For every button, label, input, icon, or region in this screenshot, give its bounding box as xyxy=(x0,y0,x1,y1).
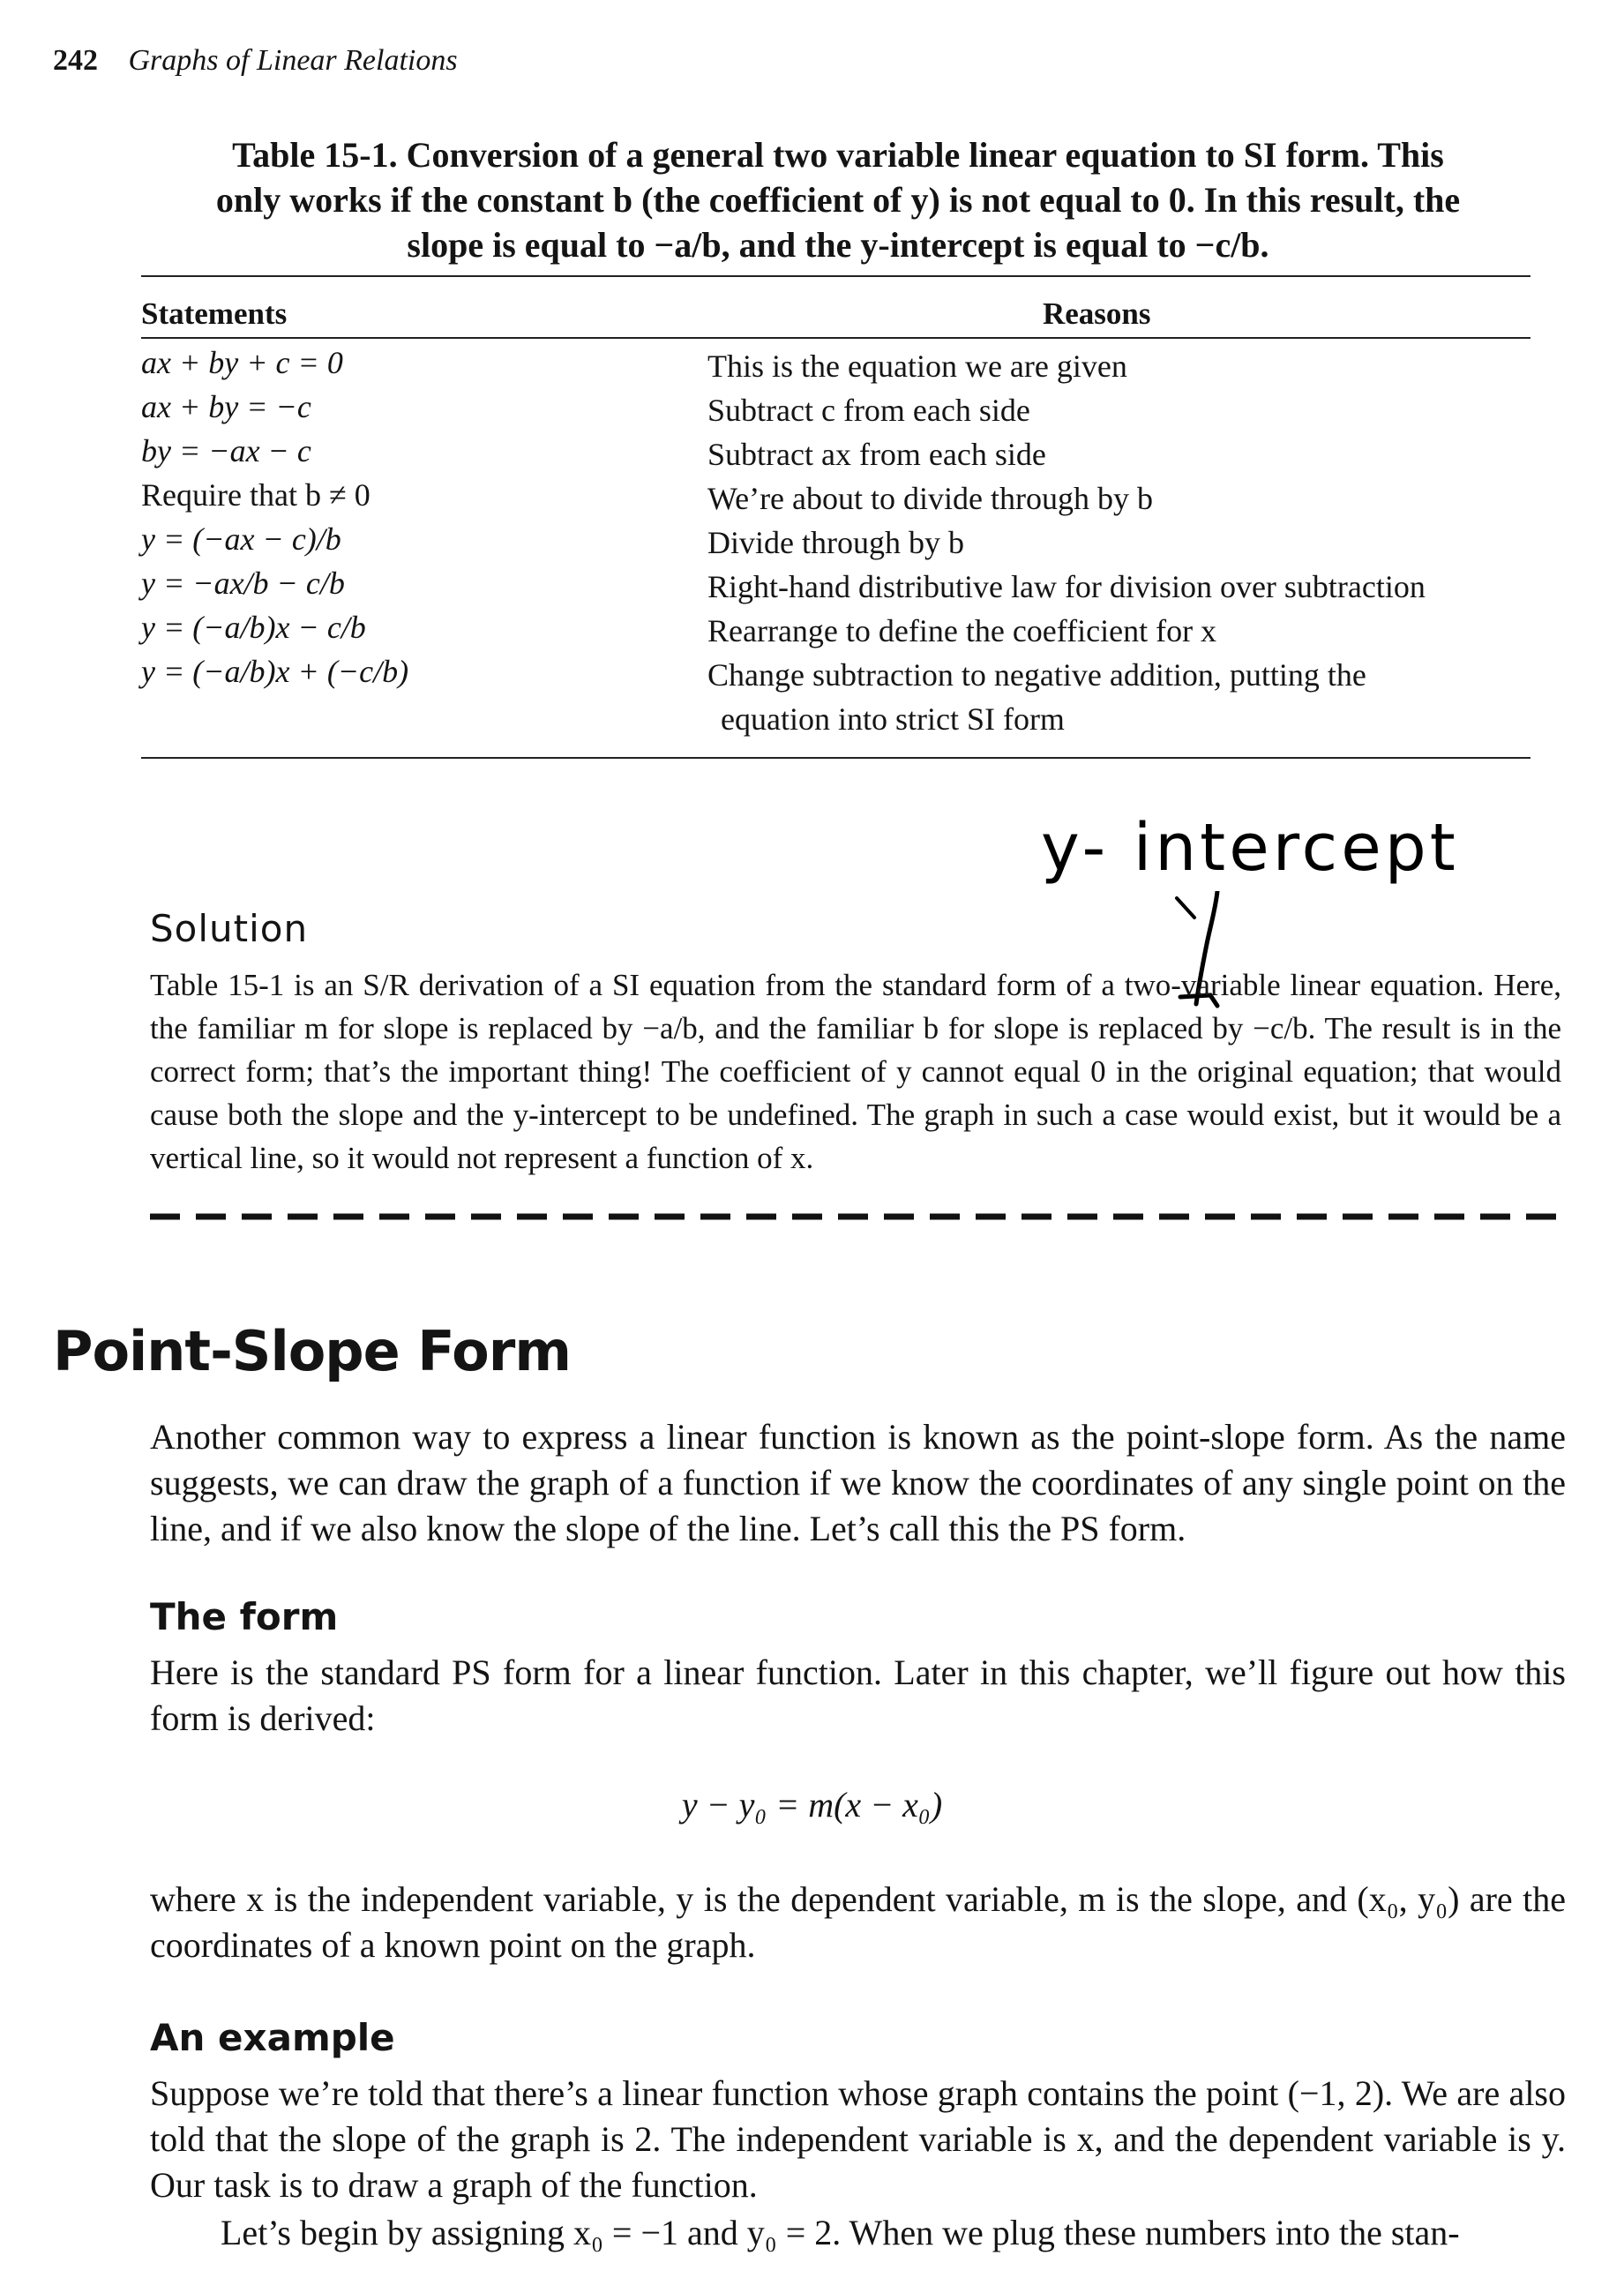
reason: Divide through by b xyxy=(707,525,964,560)
table-row xyxy=(141,344,1530,388)
reason-line: Change subtraction to negative addition, putting the xyxy=(707,657,1366,693)
page-number: 242 xyxy=(53,44,98,77)
reason: This is the equation we are given xyxy=(707,348,1127,384)
dashed-divider xyxy=(150,1213,1566,1220)
solution-heading: Solution xyxy=(150,907,309,950)
section-title: Point-Slope Form xyxy=(53,1319,571,1383)
subsection-title-example: An example xyxy=(150,2016,395,2059)
statement: y = −ax/b − c/b xyxy=(141,566,345,601)
table-top-rule xyxy=(141,275,1530,277)
example-text: Suppose we’re told that there’s a linear function whose graph contains the point (−1, 2). We are also told that the slope of the graph is 2. The independent variable is x, and the dependent variable is y. Our task is to draw a graph of the function. xyxy=(150,2073,1566,2205)
reason: Rearrange to define the coefficient for x xyxy=(707,613,1217,648)
statement: y = (−ax − c)/b xyxy=(141,521,341,557)
caption-line: slope is equal to −a/b, and the y-intercept is equal to −c/b. xyxy=(407,225,1269,265)
table-row xyxy=(141,388,1530,432)
table-body xyxy=(141,344,1530,741)
form-text-2: where x is the independent variable, y is the dependent variable, m is the slope, and (x₀, y₀) are the coordinates of a known point on the graph. xyxy=(150,1879,1566,1965)
form-text: Here is the standard PS form for a linear function. Later in this chapter, we’ll figure out how this form is derived: xyxy=(150,1652,1566,1738)
table-caption xyxy=(150,132,1526,267)
table-row xyxy=(141,653,1530,741)
caption-line: only works if the constant b (the coefficient of y) is not equal to 0. In this result, the xyxy=(215,180,1461,220)
statement-text: Require that b ≠ 0 xyxy=(141,477,370,513)
reason: We’re about to divide through by b xyxy=(707,481,1153,516)
table-row xyxy=(141,432,1530,476)
table-header-rule xyxy=(141,337,1530,339)
reason: Right-hand distributive law for division over subtraction xyxy=(707,569,1426,604)
example-text-2: Let’s begin by assigning x₀ = −1 and y₀ = 2. When we plug these numbers into the stan- xyxy=(221,2213,1460,2252)
statement: y = (−a/b)x + (−c/b) xyxy=(141,654,409,689)
ps-equation: y − y₀ = m(x − x₀) xyxy=(681,1785,943,1825)
reason: Subtract ax from each side xyxy=(707,437,1046,472)
reason xyxy=(707,653,1590,741)
statement: ax + by = −c xyxy=(141,389,311,424)
reason: Subtract c from each side xyxy=(707,393,1030,428)
statement: by = −ax − c xyxy=(141,433,311,468)
table-row xyxy=(141,476,1530,521)
reason-line-cont: equation into strict SI form xyxy=(721,701,1065,737)
table-row xyxy=(141,521,1530,565)
solution-text: Table 15-1 is an S/R derivation of a SI equation from the standard form of a two-variable linear equation. Here, the familiar m for slope is replaced by −a/b, and the familiar b for slope is replaced by −c/b. The result is in the correct form; that’s the important thing! The coefficient of y cannot equal 0 in the original equation; that would cause both the slope and the y-intercept to be undefined. The graph in such a case would exist, but it would be a vertical line, so it would not represent a function of x. xyxy=(150,968,1561,1175)
statement xyxy=(141,476,370,513)
subsection-title-form: The form xyxy=(150,1595,339,1638)
statement: y = (−a/b)x − c/b xyxy=(141,610,366,645)
running-title: Graphs of Linear Relations xyxy=(128,44,458,77)
running-head xyxy=(53,44,458,78)
table-bottom-rule xyxy=(141,757,1530,759)
table-row xyxy=(141,565,1530,609)
section-intro: Another common way to express a linear function is known as the point-slope form. As the name suggests, we can draw the graph of a function if we know the coordinates of any single point on the line, and if we also know the slope of the line. Let’s call this the PS form. xyxy=(150,1417,1566,1548)
handwritten-annotation: y- intercept xyxy=(1041,810,1459,886)
statement: ax + by + c = 0 xyxy=(141,345,343,380)
header-reasons: Reasons xyxy=(1043,296,1151,331)
table-row xyxy=(141,609,1530,653)
caption-line: Table 15-1. Conversion of a general two variable linear equation to SI form. This xyxy=(232,135,1444,175)
header-statements: Statements xyxy=(141,296,288,331)
